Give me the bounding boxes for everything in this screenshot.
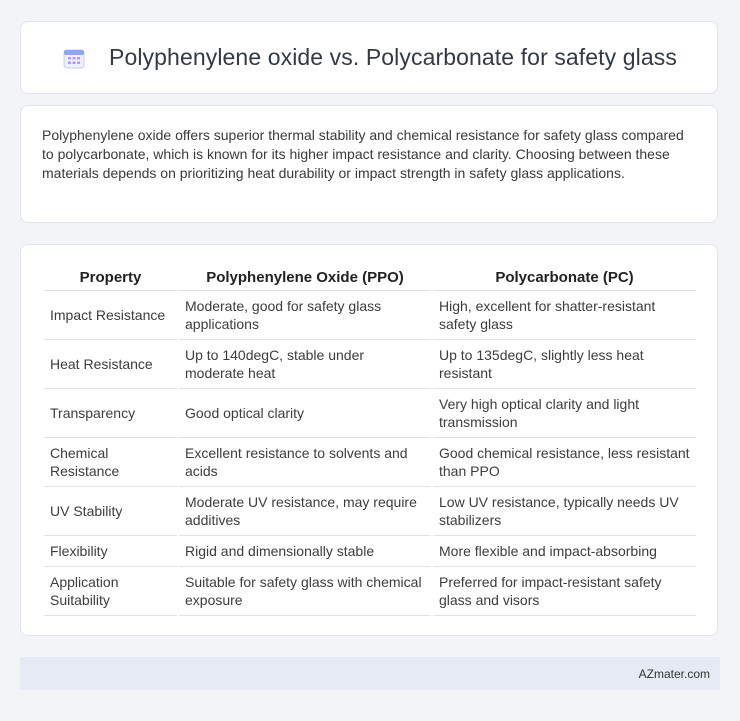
pc-cell: Good chemical resistance, less resistant than PPO xyxy=(433,438,696,487)
pc-cell: Preferred for impact-resistant safety glass and visors xyxy=(433,567,696,616)
property-cell: Transparency xyxy=(44,389,177,438)
footer-brand[interactable]: AZmater.com xyxy=(638,666,710,681)
property-cell: Application Suitability xyxy=(44,567,177,616)
footer-bar xyxy=(20,657,720,690)
property-cell: Heat Resistance xyxy=(44,340,177,389)
pc-cell: Low UV resistance, typically needs UV stabilizers xyxy=(433,487,696,536)
table-header-row xyxy=(44,265,696,291)
property-cell: Flexibility xyxy=(44,536,177,567)
page-title: Polyphenylene oxide vs. Polycarbonate for safety glass xyxy=(109,44,677,70)
ppo-cell: Excellent resistance to solvents and acids xyxy=(179,438,431,487)
column-header-ppo: Polyphenylene Oxide (PPO) xyxy=(179,265,431,291)
pc-cell: Up to 135degC, slightly less heat resistant xyxy=(433,340,696,389)
table-row xyxy=(44,536,696,567)
intro-paragraph: Polyphenylene oxide offers superior thermal stability and chemical resistance for safety glass compared to polycarbonate, which is known for its higher impact resistance and clarity. Choosing between these materials depends on prioritizing heat durability or impact strength in safety glass applications. xyxy=(42,127,684,181)
ppo-cell: Moderate UV resistance, may require additives xyxy=(179,487,431,536)
pc-cell: Very high optical clarity and light transmission xyxy=(433,389,696,438)
column-header-pc: Polycarbonate (PC) xyxy=(433,265,696,291)
table-row xyxy=(44,340,696,389)
calendar-icon xyxy=(61,45,87,71)
ppo-cell: Moderate, good for safety glass applications xyxy=(179,291,431,340)
ppo-cell: Good optical clarity xyxy=(179,389,431,438)
pc-cell: High, excellent for shatter-resistant safety glass xyxy=(433,291,696,340)
intro-card xyxy=(20,105,718,223)
ppo-cell: Up to 140degC, stable under moderate heat xyxy=(179,340,431,389)
table-row xyxy=(44,389,696,438)
property-cell: Chemical Resistance xyxy=(44,438,177,487)
column-header-property: Property xyxy=(44,265,177,291)
comparison-table xyxy=(42,265,698,616)
ppo-cell: Rigid and dimensionally stable xyxy=(179,536,431,567)
table-row xyxy=(44,487,696,536)
table-row xyxy=(44,438,696,487)
property-cell: Impact Resistance xyxy=(44,291,177,340)
ppo-cell: Suitable for safety glass with chemical exposure xyxy=(179,567,431,616)
pc-cell: More flexible and impact-absorbing xyxy=(433,536,696,567)
table-row xyxy=(44,567,696,616)
property-cell: UV Stability xyxy=(44,487,177,536)
comparison-card xyxy=(20,244,718,636)
table-row xyxy=(44,291,696,340)
title-card xyxy=(20,21,718,94)
